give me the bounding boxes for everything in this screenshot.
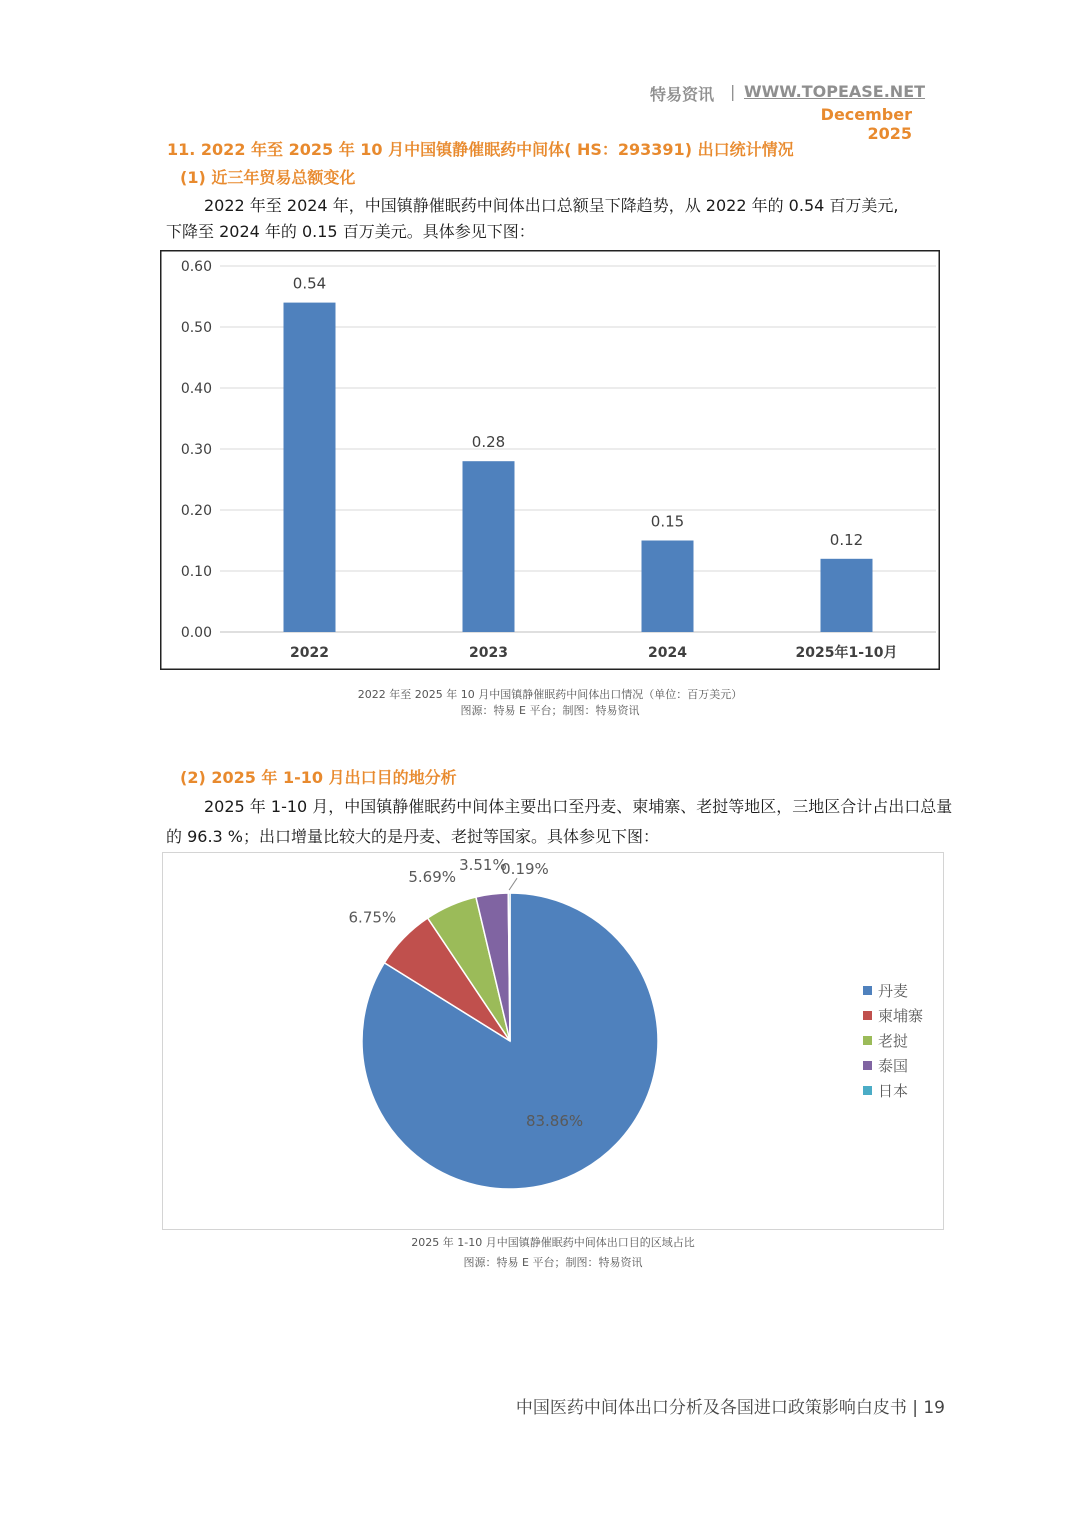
pie-value-label: 6.75% xyxy=(348,908,397,927)
bar-chart-caption-line-1: 2022 年至 2025 年 10 月中国镇静催眠药中间体出口情况（单位：百万美元） xyxy=(357,688,743,701)
pie-chart xyxy=(162,852,944,1230)
paragraph-2-line-1: 2025 年 1-10 月，中国镇静催眠药中间体主要出口至丹麦、柬埔寨、老挝等地区，三地区合计占出口总量 xyxy=(204,797,953,816)
legend-label: 老挝 xyxy=(878,1032,909,1050)
legend-swatch xyxy=(863,1061,872,1070)
legend-label: 柬埔寨 xyxy=(878,1007,924,1025)
bar-y-tick-label: 0.50 xyxy=(180,320,212,336)
legend-swatch xyxy=(863,986,872,995)
header-separator: | xyxy=(730,82,736,101)
header-website-link[interactable]: WWW.TOPEASE.NET xyxy=(744,82,926,101)
bar-y-tick-label: 0.00 xyxy=(180,625,212,641)
bar-data-label: 0.15 xyxy=(650,512,685,531)
bar-x-tick-label: 2025年1-10月 xyxy=(795,645,898,661)
bar-0 xyxy=(284,303,336,632)
bar-data-label: 0.28 xyxy=(471,433,506,452)
bar-y-tick-label: 0.10 xyxy=(180,564,212,580)
bar-y-tick-label: 0.60 xyxy=(180,259,212,275)
header-brand: 特易资讯 xyxy=(650,85,715,104)
pie-chart-caption-line-1: 2025 年 1-10 月中国镇静催眠药中间体出口目的区域占比 xyxy=(411,1236,695,1249)
paragraph-1-line-2: 下降至 2024 年的 0.15 百万美元。具体参见下图： xyxy=(166,222,535,241)
bar-1 xyxy=(463,461,515,632)
bar-y-tick-label: 0.30 xyxy=(180,442,212,458)
bar-y-tick-label: 0.40 xyxy=(180,381,212,397)
bar-2 xyxy=(642,541,694,633)
bar-x-tick-label: 2022 xyxy=(290,645,329,661)
bar-data-label: 0.12 xyxy=(829,530,864,549)
pie-value-label: 83.86% xyxy=(525,1112,584,1131)
bar-chart-caption-line-2: 图源：特易 E 平台；制图：特易资讯 xyxy=(460,704,640,717)
pie-value-label: 3.51% xyxy=(459,856,507,875)
bar-x-tick-label: 2024 xyxy=(648,645,687,661)
legend-swatch xyxy=(863,1011,872,1020)
bar-y-tick-label: 0.20 xyxy=(180,503,212,519)
subsection-2-title: (2) 2025 年 1-10 月出口目的地分析 xyxy=(180,768,457,787)
header-date: December 2025 xyxy=(820,105,912,143)
bar-x-tick-label: 2023 xyxy=(469,645,508,661)
bar-data-label: 0.54 xyxy=(292,274,327,293)
bar-chart xyxy=(160,250,940,670)
paragraph-2-line-2: 的 96.3 %；出口增量比较大的是丹麦、老挝等国家。具体参见下图： xyxy=(166,827,660,846)
section-title: 11. 2022 年至 2025 年 10 月中国镇静催眠药中间体( HS：293391) 出口统计情况 xyxy=(167,140,794,159)
footer-page-info: 中国医药中间体出口分析及各国进口政策影响白皮书 | 19 xyxy=(515,1398,945,1418)
legend-label: 丹麦 xyxy=(878,982,909,1000)
pie-value-label: 5.69% xyxy=(408,867,457,886)
pie-value-label: 0.19% xyxy=(501,859,549,878)
subsection-1-title: (1) 近三年贸易总额变化 xyxy=(180,168,356,187)
legend-label: 日本 xyxy=(878,1082,909,1100)
paragraph-1-line-1: 2022 年至 2024 年，中国镇静催眠药中间体出口总额呈下降趋势，从 2022 年的 0.54 百万美元, xyxy=(204,196,899,215)
legend-swatch xyxy=(863,1086,872,1095)
legend-swatch xyxy=(863,1036,872,1045)
pie-chart-caption-line-2: 图源：特易 E 平台；制图：特易资讯 xyxy=(463,1256,643,1269)
bar-3 xyxy=(821,559,873,632)
legend-label: 泰国 xyxy=(878,1057,909,1075)
